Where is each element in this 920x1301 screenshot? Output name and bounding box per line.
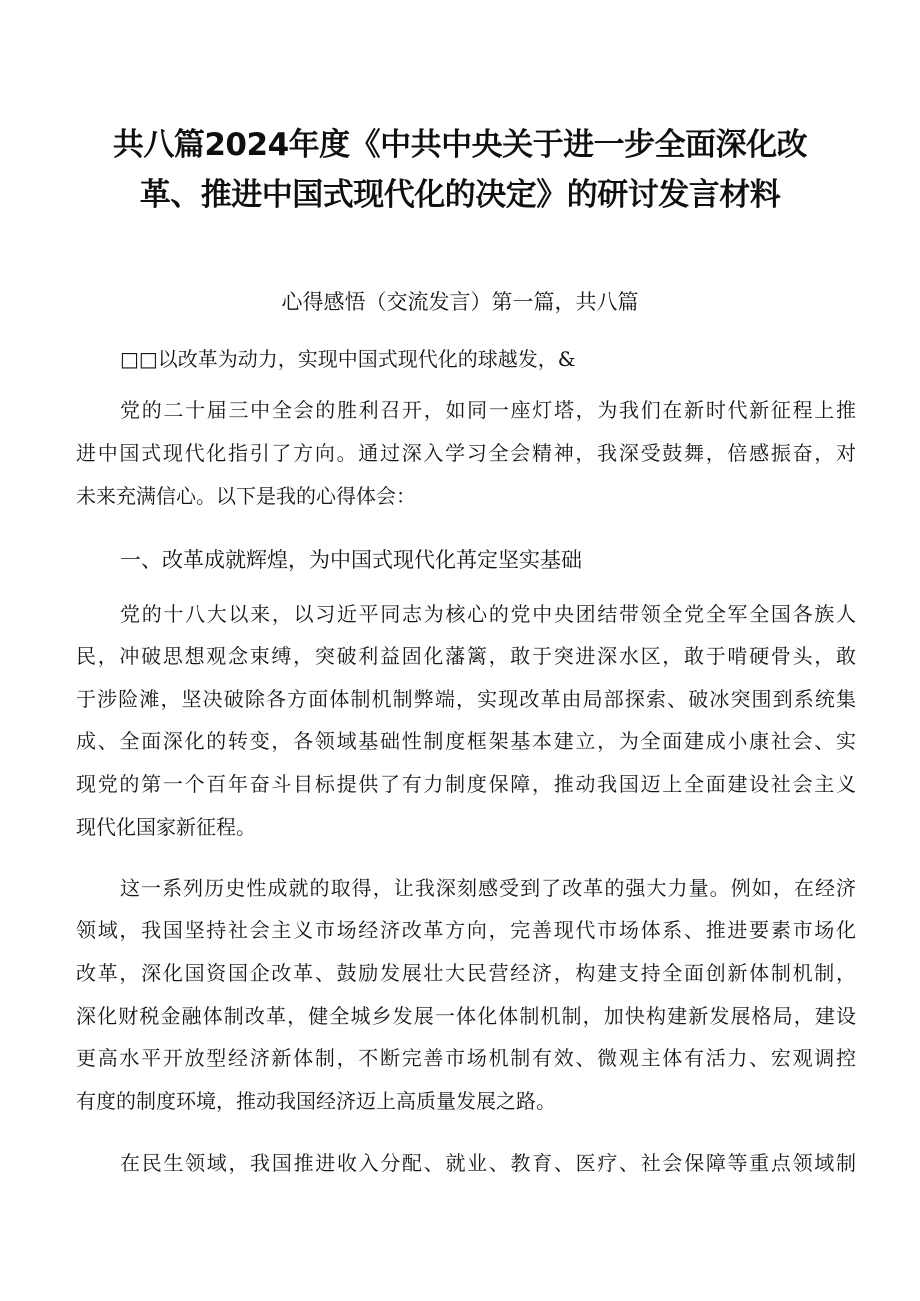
paragraph-1-line-3: 未来充满信心。以下是我的心得体会： [76, 484, 416, 508]
section-1-heading: 一、改革成就辉煌，为中国式现代化苒定坚实基础 [120, 548, 582, 572]
paragraph-2-line-6: 现代化国家新征程。 [76, 815, 256, 839]
paragraph-3-line-3: 改革，深化国资国企改革、鼓励发展壮大民营经济，构建支持全面创新体制机制， [76, 961, 856, 985]
paragraph-3-line-6: 有度的制度环境，推动我国经济迈上高质量发展之路。 [76, 1089, 556, 1113]
paragraph-3-line-5: 更高水平开放型经济新体制，不断完善市场机制有效、微观主体有活力、宏观调控 [76, 1046, 856, 1070]
paragraph-3-line-1: 这一系列历史性成就的取得，让我深刻感受到了改革的强大力量。例如，在经济 [120, 876, 856, 900]
paragraph-3-line-4: 深化财税金融体制改革，健全城乡发展一体化体制机制，加快构建新发展格局，建设 [76, 1004, 856, 1028]
paragraph-2-line-2: 民，冲破思想观念束缚，突破利益固化藩篱，敢于突进深水区，敢于啃硬骨头，敢 [76, 644, 856, 668]
paragraph-2-line-1: 党的十八大以来，以习近平同志为核心的党中央团结带领全党全军全国各族人 [120, 602, 856, 626]
intro-line: □□以改革为动力，实现中国式现代化的球越发，& [120, 347, 576, 371]
paragraph-2-line-5: 现党的第一个百年奋斗目标提供了有力制度保障，推动我国迈上全面建设社会主义 [76, 772, 856, 796]
paragraph-3-line-2: 领域，我国坚持社会主义市场经济改革方向，完善现代市场体系、推进要素市场化 [76, 918, 856, 942]
paragraph-1-line-2: 进中国式现代化指引了方向。通过深入学习全会精神，我深受鼓舞，倍感振奋，对 [76, 441, 856, 465]
paragraph-4-line-1: 在民生领域，我国推进收入分配、就业、教育、医疗、社会保障等重点领域制 [120, 1151, 856, 1175]
paragraph-2-line-3: 于涉险滩，坚决破除各方面体制机制弊端，实现改革由局部探索、破冰突围到系统集 [76, 687, 856, 711]
section-subtitle: 心得感悟（交流发言）第一篇，共八篇 [281, 290, 639, 314]
paragraph-1-line-1: 党的二十届三中全会的胜利召开，如同一座灯塔，为我们在新时代新征程上推 [120, 398, 856, 422]
document-title-line-2: 革、推进中国式现代化的决定》的研讨发言材料 [139, 177, 781, 213]
paragraph-2-line-4: 成、全面深化的转变，各领域基础性制度框架基本建立，为全面建成小康社会、实 [76, 729, 856, 753]
document-title-line-1: 共八篇2024年度《中共中央关于进一步全面深化改 [112, 127, 808, 163]
